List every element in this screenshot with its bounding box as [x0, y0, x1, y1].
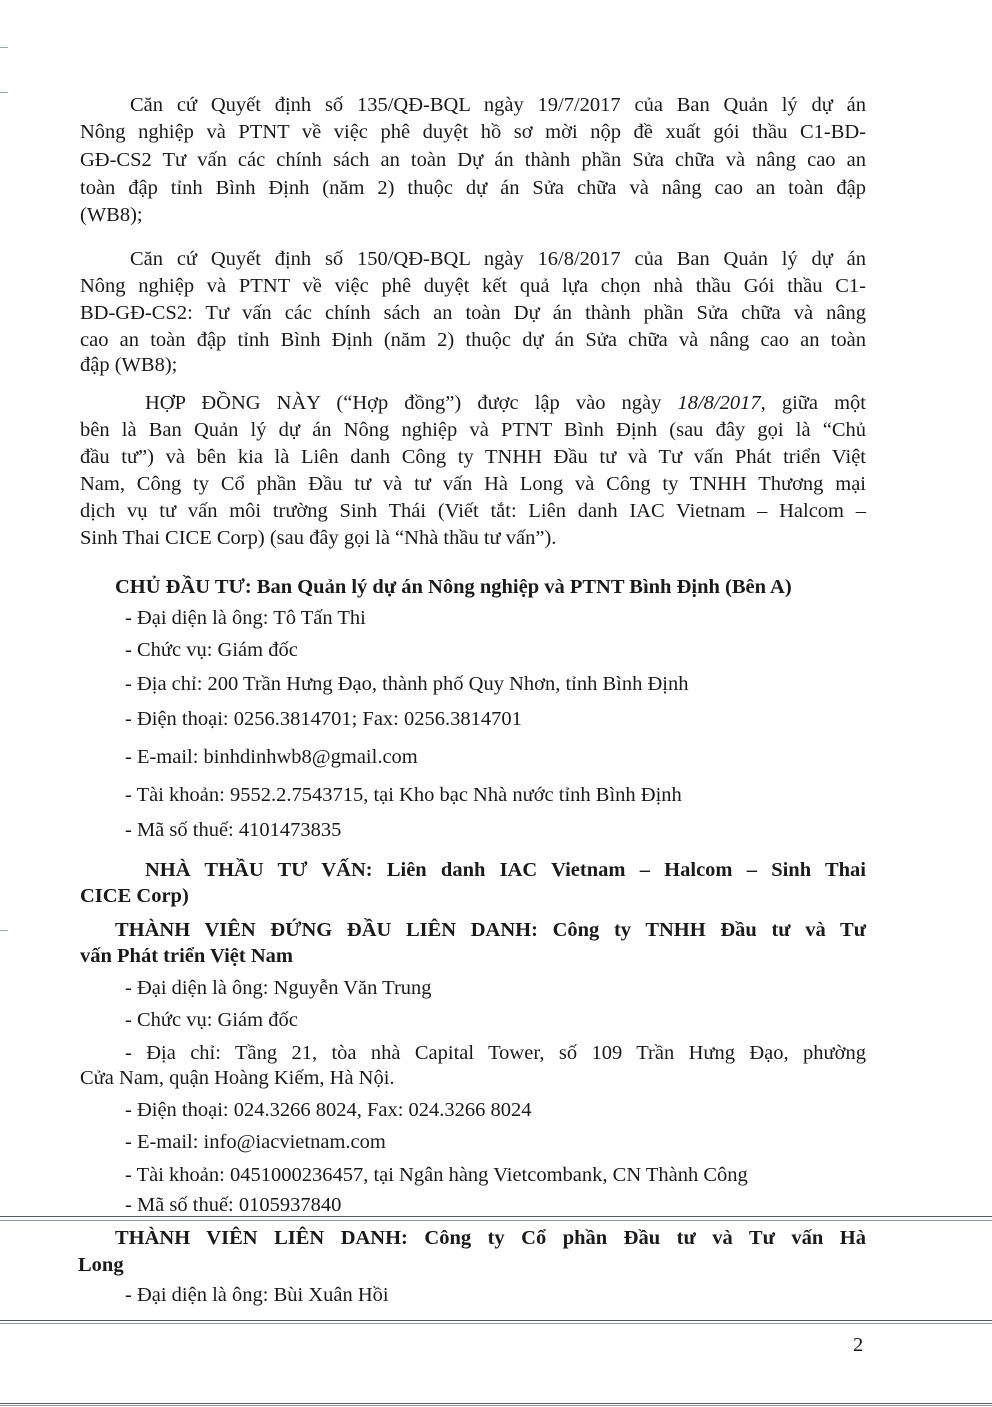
text-line: GĐ-CS2 Tư vấn các chính sách an toàn Dự án thành phần Sửa chữa và nâng cao an: [80, 149, 866, 171]
divider-line: [0, 1403, 992, 1406]
section-heading: vấn Phát triển Việt Nam: [80, 945, 293, 967]
text-line: BD-GĐ-CS2: Tư vấn các chính sách an toàn Dự án thành phần Sửa chữa và nâng: [80, 302, 866, 324]
contract-date: 18/8/2017: [677, 392, 761, 414]
text-line: bên là Ban Quản lý dự án Nông nghiệp và PTNT Bình Định (sau đây gọi là “Chủ: [80, 419, 866, 441]
text-segment: HỢP ĐỒNG NÀY (“Hợp đồng”) được lập vào ngày: [145, 392, 662, 414]
text-line: Căn cứ Quyết định số 150/QĐ-BQL ngày 16/8/2017 của Ban Quản lý dự án: [130, 248, 866, 270]
list-item: - Đại diện là ông: Tô Tấn Thi: [125, 607, 366, 629]
list-item: - Đại diện là ông: Bùi Xuân Hồi: [125, 1284, 389, 1306]
list-item: - Địa chỉ: Tầng 21, tòa nhà Capital Tower, số 109 Trần Hưng Đạo, phường: [125, 1042, 866, 1064]
section-heading: THÀNH VIÊN LIÊN DANH: Công ty Cổ phần Đầu tư và Tư vấn Hà: [115, 1227, 866, 1249]
text-line: đầu tư”) và bên kia là Liên danh Công ty TNHH Đầu tư và Tư vấn Phát triển Việt: [80, 446, 866, 468]
section-heading: NHÀ THẦU TƯ VẤN: Liên danh IAC Vietnam – Halcom – Sinh Thai: [145, 859, 866, 881]
list-item: - Mã số thuế: 0105937840: [125, 1194, 342, 1216]
text-line: Nam, Công ty Cổ phần Đầu tư và tư vấn Hà Long và Công ty TNHH Thương mại: [80, 473, 866, 495]
list-item: - Điện thoại: 024.3266 8024, Fax: 024.3266 8024: [125, 1099, 532, 1121]
text-line: Sinh Thai CICE Corp) (sau đây gọi là “Nhà thầu tư vấn”).: [80, 527, 557, 549]
section-heading: CICE Corp): [80, 885, 189, 907]
list-item: Cửa Nam, quận Hoàng Kiếm, Hà Nội.: [80, 1067, 395, 1089]
text-line: Nông nghiệp và PTNT về việc phê duyệt hồ sơ mời nộp đề xuất gói thầu C1-BD-: [80, 121, 866, 143]
list-item: - E-mail: info@iacvietnam.com: [125, 1131, 386, 1153]
text-line: Nông nghiệp và PTNT về việc phê duyệt kết quả lựa chọn nhà thầu Gói thầu C1-: [80, 275, 866, 297]
section-heading: CHỦ ĐẦU TƯ: Ban Quản lý dự án Nông nghiệp và PTNT Bình Định (Bên A): [115, 576, 792, 598]
text-line: [145, 390, 866, 416]
text-line: Căn cứ Quyết định số 135/QĐ-BQL ngày 19/7/2017 của Ban Quản lý dự án: [130, 94, 866, 116]
list-item: - Tài khoản: 0451000236457, tại Ngân hàng Vietcombank, CN Thành Công: [125, 1164, 748, 1186]
text-line: (WB8);: [80, 204, 143, 226]
list-item: - E-mail: binhdinhwb8@gmail.com: [125, 746, 418, 768]
scan-mark: [0, 47, 8, 48]
list-item: - Địa chỉ: 200 Trần Hưng Đạo, thành phố Quy Nhơn, tỉnh Bình Định: [125, 673, 689, 695]
section-heading: THÀNH VIÊN ĐỨNG ĐẦU LIÊN DANH: Công ty TNHH Đầu tư và Tư: [115, 919, 866, 941]
text-segment: , giữa một: [760, 392, 866, 414]
divider-line: [0, 1320, 992, 1324]
scan-mark: [0, 930, 8, 931]
divider-line: [0, 1216, 992, 1221]
list-item: - Tài khoản: 9552.2.7543715, tại Kho bạc Nhà nước tỉnh Bình Định: [125, 784, 682, 806]
list-item: - Điện thoại: 0256.3814701; Fax: 0256.3814701: [125, 708, 522, 730]
text-line: cao an toàn đập tỉnh Bình Định (năm 2) thuộc dự án Sửa chữa và nâng cao an toàn: [80, 329, 866, 351]
text-line: đập (WB8);: [80, 354, 178, 376]
list-item: - Chức vụ: Giám đốc: [125, 1009, 298, 1031]
list-item: - Đại diện là ông: Nguyễn Văn Trung: [125, 977, 432, 999]
text-line: dịch vụ tư vấn môi trường Sinh Thái (Viết tắt: Liên danh IAC Vietnam – Halcom –: [80, 500, 866, 522]
section-heading: Long: [78, 1254, 124, 1276]
text-line: toàn đập tỉnh Bình Định (năm 2) thuộc dự án Sửa chữa và nâng cao an toàn đập: [80, 177, 866, 199]
page-number: 2: [853, 1334, 864, 1356]
list-item: - Mã số thuế: 4101473835: [125, 819, 342, 841]
list-item: - Chức vụ: Giám đốc: [125, 639, 298, 661]
scan-mark: [0, 92, 8, 93]
